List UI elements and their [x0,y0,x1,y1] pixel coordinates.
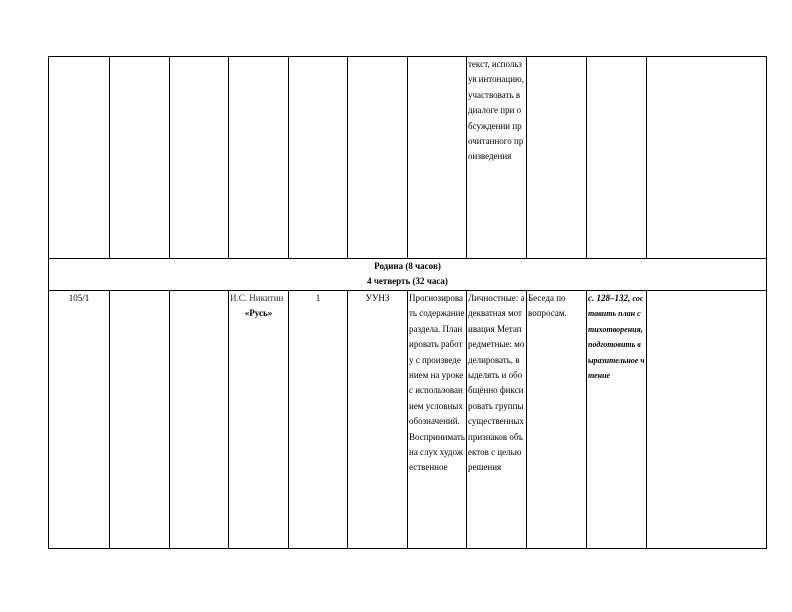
results-continued-cell: текст, используя интонацию, участвовать в диалоге при обсуждении прочитанного произведения [467,57,527,259]
cell-empty [170,291,229,549]
cell-empty [408,57,467,259]
section-title: Родина (8 часов) [374,261,441,271]
cell-empty [647,57,767,259]
lesson-type-cell: УУНЗ [348,291,408,549]
homework-cell [587,291,647,549]
table-row [49,57,767,259]
control-cell: Беседа по вопросам. [527,291,587,549]
author-name: И.С. Никитин [230,293,284,303]
planned-activity-cell: Прогнозировать содержание раздела. Планировать работу с произведением на уроке с использованием условных обозначений. Воспринимать на слух художественное [408,291,467,549]
cell-empty [110,291,170,549]
cell-empty [647,291,767,549]
results-cell: Личностные: адекватная мотивация Метапредметные: моделировать, выделять и обобщённо фиксировать группы существенных признаков объектов с целью решения [467,291,527,549]
cell-empty [49,57,110,259]
section-header [49,259,767,291]
table-row [49,291,767,549]
cell-empty [170,57,229,259]
cell-empty [229,57,289,259]
section-header-row [49,259,767,291]
work-title: «Русь» [244,308,273,319]
hours-cell: 1 [289,291,348,549]
cell-empty [348,57,408,259]
homework-task: составить план стихотворения, подготовить выразительное чтение [588,294,645,381]
cell-empty [527,57,587,259]
quarter-title: 4 четверть (32 часа) [367,276,448,287]
cell-empty [587,57,647,259]
lesson-plan-table [48,56,767,549]
cell-empty [289,57,348,259]
lesson-number: 105/1 [49,291,110,549]
topic-cell [229,291,289,549]
cell-empty [110,57,170,259]
homework-pages: с. 128–132, [588,293,633,303]
